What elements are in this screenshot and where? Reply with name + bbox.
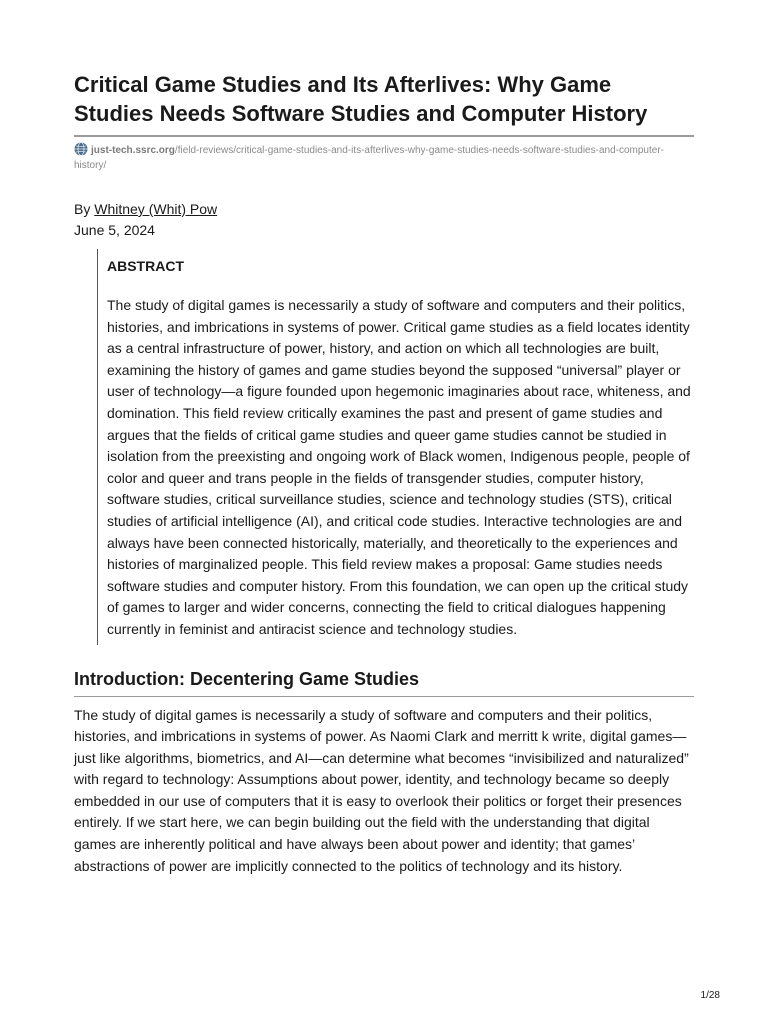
- title-divider: [74, 135, 694, 137]
- source-url[interactable]: [74, 142, 694, 173]
- article-title: Critical Game Studies and Its Afterlives: Why Game Studies Needs Software Studies and Computer History: [74, 72, 648, 126]
- globe-icon: [74, 142, 88, 156]
- source-path[interactable]: /field-reviews/critical-game-studies-and-its-afterlives-why-game-studies-needs-software-studies-and-computer-history/: [74, 145, 664, 171]
- abstract-label: ABSTRACT: [107, 258, 184, 274]
- author-link[interactable]: Whitney (Whit) Pow: [94, 201, 218, 217]
- section-heading: Introduction: Decentering Game Studies: [74, 668, 420, 689]
- section-divider: [74, 696, 694, 697]
- byline: [74, 199, 694, 220]
- page-number: 1/28: [700, 990, 720, 1001]
- abstract-blockquote: [97, 249, 694, 645]
- source-domain[interactable]: just-tech.ssrc.org: [91, 145, 175, 156]
- publication-date: June 5, 2024: [74, 222, 155, 238]
- document-page: [74, 70, 694, 891]
- abstract-text: The study of digital games is necessarily a study of software and computers and their politics, histories, and imbrications in systems of power. Critical game studies as a field locates identity as a central infrastructure of power, history, and action on which all technologies are built, examining the history of games and game studies beyond the supposed “universal” player or user of technology—a figure founded upon hegemonic imaginaries about race, whiteness, and domination. This field review critically examines the past and present of game studies and argues that the fields of critical game studies and queer game studies cannot be studied in isolation from the preexisting and ongoing work of Black women, Indigenous people, people of color and queer and trans people in the fields of transgender studies, computer history, software studies, critical surveillance studies, science and technology studies (STS), critical studies of artificial intelligence (AI), and critical code studies. Interactive technologies are and always have been connected historically, materially, and theoretically to the experiences and histories of marginalized people. This field review makes a proposal: Game studies needs software studies and computer history. From this foundation, we can open up the critical study of games to larger and wider concerns, connecting the field to critical dialogues happening currently in feminist and antiracist science and technology studies.: [107, 297, 691, 637]
- intro-paragraph: The study of digital games is necessarily a study of software and computers and their politics, histories, and imbrications in systems of power. As Naomi Clark and merritt k write, digital games—just like algorithms, biometrics, and AI—can determine what becomes “invisibilized and naturalized” with regard to technology: Assumptions about power, identity, and technology became so deeply embedded in our use of computers that it is easy to overlook their politics or forget their presences entirely. If we start here, we can begin building out the field with the understanding that digital games are inherently political and have always been about power and identity; that games’ abstractions of power are implicitly connected to the politics of technology and its history.: [74, 706, 689, 874]
- byline-prefix: By: [74, 201, 95, 217]
